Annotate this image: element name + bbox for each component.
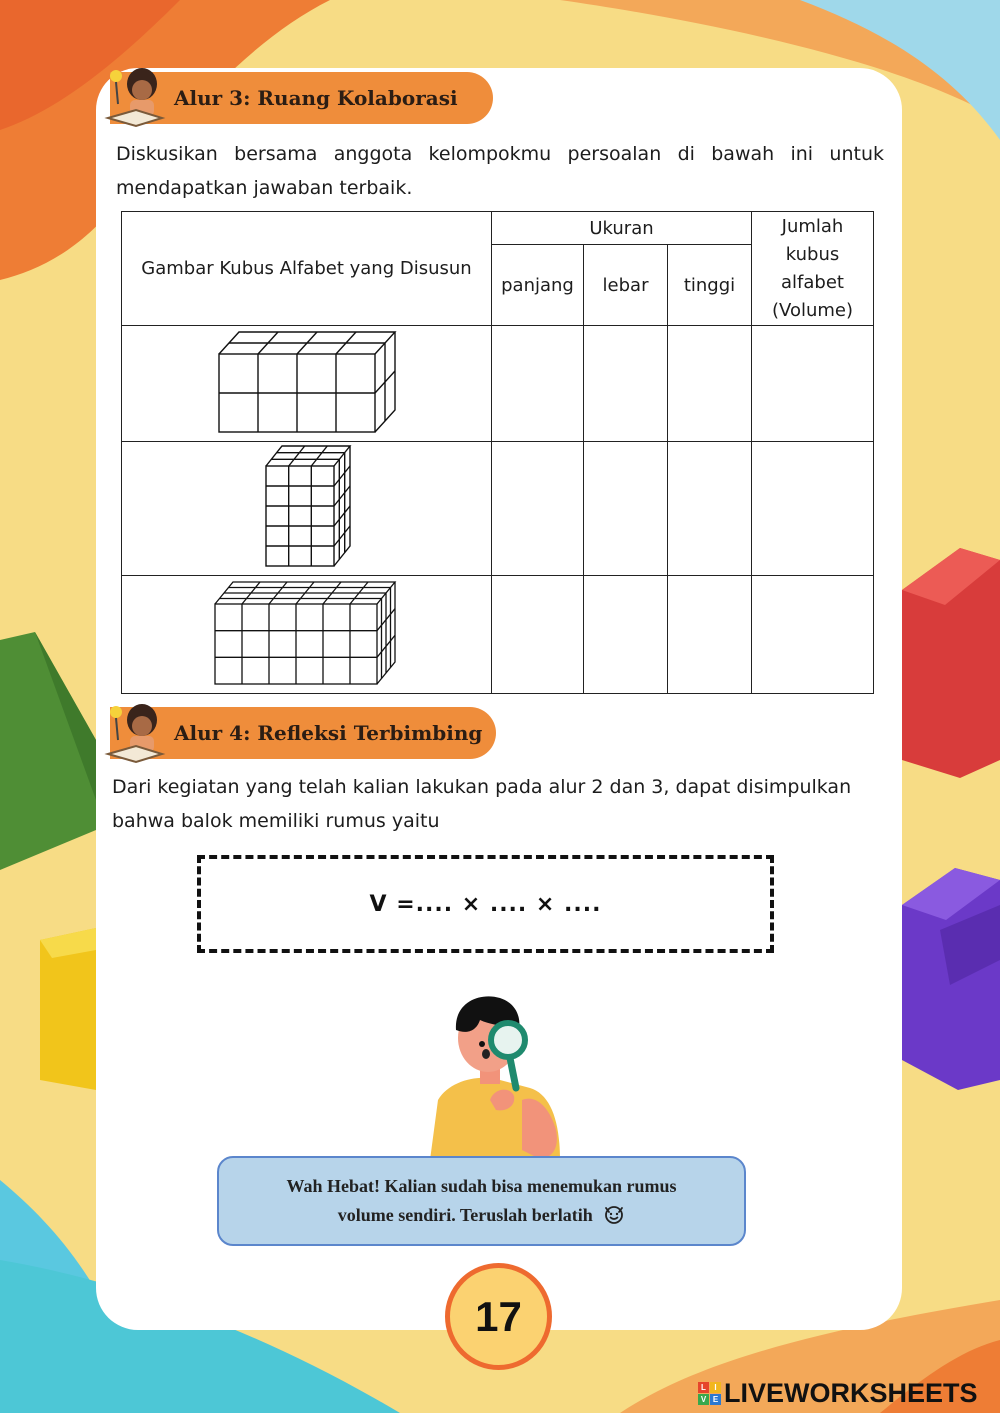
answer-length-1[interactable] <box>492 326 584 442</box>
answer-width-3[interactable] <box>584 576 668 694</box>
volume-table <box>121 211 874 694</box>
page-number: 17 <box>445 1263 552 1370</box>
table-row <box>122 326 874 442</box>
answer-volume-1[interactable] <box>752 326 874 442</box>
cuboid-picture-2 <box>122 442 492 576</box>
liveworksheets-logo-icon: L I V E <box>698 1382 721 1405</box>
cheer-icon <box>603 1203 625 1225</box>
section-3-title: Alur 3: Ruang Kolaborasi <box>110 72 493 124</box>
answer-height-3[interactable] <box>668 576 752 694</box>
table-row <box>122 442 874 576</box>
section-3-instruction: Diskusikan bersama anggota kelompokmu persoalan di bawah ini untuk mendapatkan jawaban terbaik. <box>116 143 884 199</box>
answer-length-2[interactable] <box>492 442 584 576</box>
liveworksheets-brand <box>698 1378 978 1408</box>
answer-length-3[interactable] <box>492 576 584 694</box>
formula-text: V =.... × .... × .... <box>369 891 602 917</box>
header-picture: Gambar Kubus Alfabet yang Disusun <box>122 212 492 326</box>
answer-volume-3[interactable] <box>752 576 874 694</box>
cuboid-2x3x5-icon <box>252 442 362 570</box>
cuboid-6x4x3-icon <box>207 576 407 688</box>
student-reading-icon <box>100 700 168 766</box>
table-row <box>122 576 874 694</box>
answer-height-2[interactable] <box>668 442 752 576</box>
praise-message <box>217 1156 746 1246</box>
header-volume: Jumlah kubus alfabet (Volume) <box>752 212 874 326</box>
kid-magnifier-icon <box>410 990 580 1160</box>
answer-volume-2[interactable] <box>752 442 874 576</box>
header-width: lebar <box>584 245 668 326</box>
formula-answer-box[interactable] <box>197 855 774 953</box>
praise-line-1: Wah Hebat! Kalian sudah bisa menemukan rumus <box>286 1176 677 1196</box>
praise-line-2: volume sendiri. Teruslah berlatih <box>337 1205 593 1225</box>
cuboid-picture-3 <box>122 576 492 694</box>
answer-width-1[interactable] <box>584 326 668 442</box>
student-reading-icon <box>100 64 168 130</box>
header-length: panjang <box>492 245 584 326</box>
answer-width-2[interactable] <box>584 442 668 576</box>
answer-height-1[interactable] <box>668 326 752 442</box>
header-size: Ukuran <box>492 212 752 245</box>
brand-name: LIVEWORKSHEETS <box>724 1377 978 1408</box>
section-4-title: Alur 4: Refleksi Terbimbing <box>110 707 496 759</box>
section-4-instruction: Dari kegiatan yang telah kalian lakukan pada alur 2 dan 3, dapat disimpulkan bahwa balok memiliki rumus yaitu <box>112 776 852 832</box>
cuboid-4x2x2-icon <box>207 326 407 436</box>
header-height: tinggi <box>668 245 752 326</box>
praise-line-2-wrap <box>338 1201 626 1230</box>
cuboid-picture-1 <box>122 326 492 442</box>
